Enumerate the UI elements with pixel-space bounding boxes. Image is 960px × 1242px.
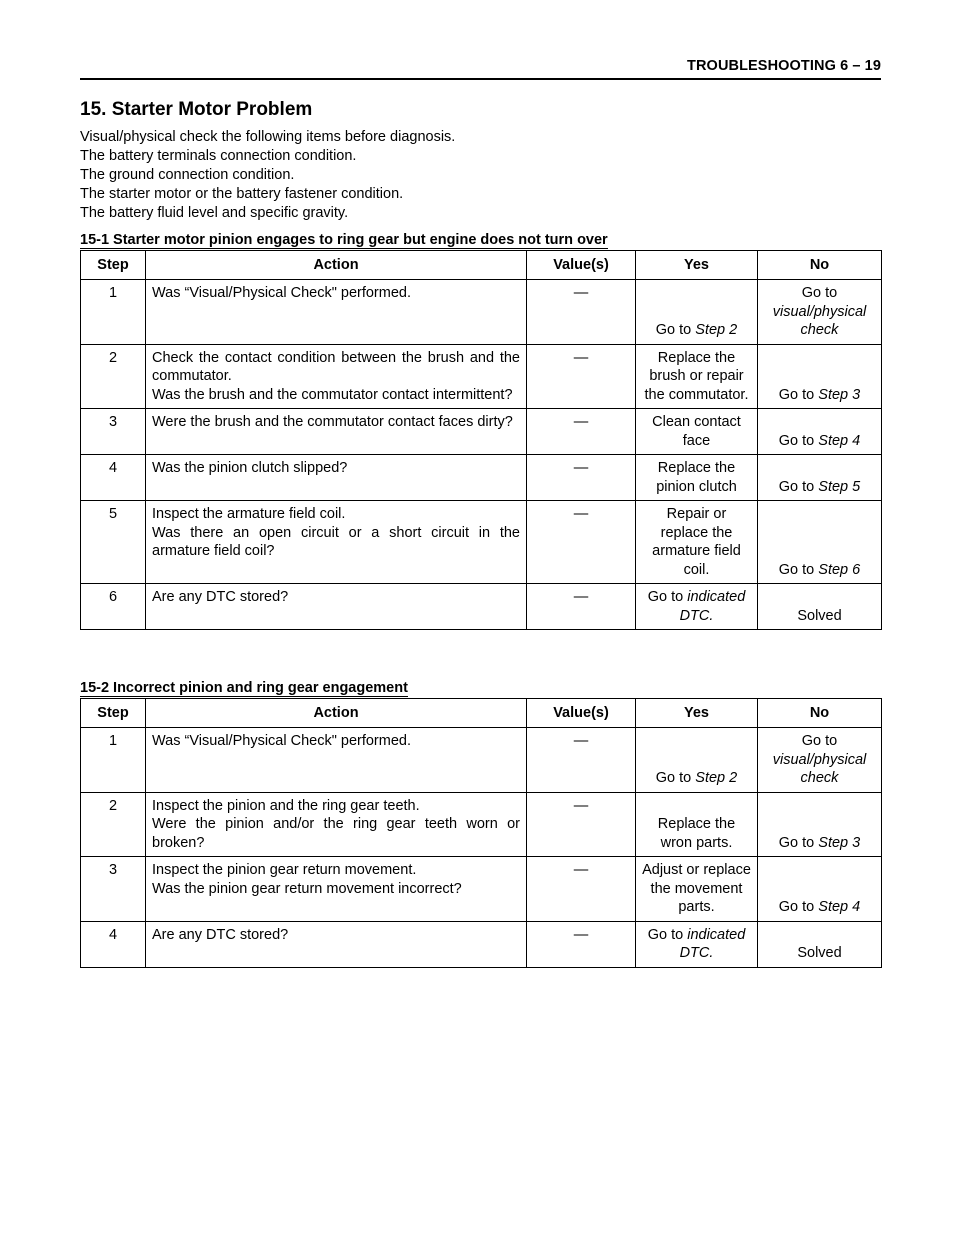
no-cell bbox=[758, 344, 882, 409]
yes-text: Go to bbox=[647, 926, 688, 943]
step-number: 5 bbox=[108, 506, 118, 522]
yes-cell bbox=[636, 455, 758, 501]
value-text: — bbox=[573, 285, 589, 301]
step-number: 6 bbox=[108, 589, 118, 605]
col-step-header: Step bbox=[81, 251, 146, 280]
col-action-header: Action bbox=[146, 699, 527, 728]
table-row bbox=[81, 409, 882, 455]
running-head: TROUBLESHOOTING 6 – 19 bbox=[687, 58, 881, 74]
action-cell bbox=[146, 857, 527, 922]
yes-cell bbox=[636, 584, 758, 630]
action-line: Are any DTC stored? bbox=[152, 926, 289, 943]
step-cell bbox=[81, 344, 146, 409]
value-cell bbox=[527, 344, 636, 409]
value-text: — bbox=[573, 733, 589, 749]
step-cell bbox=[81, 728, 146, 793]
no-cell bbox=[758, 280, 882, 345]
yes-text: Clean contact face bbox=[652, 414, 741, 449]
value-cell bbox=[527, 501, 636, 584]
value-text: — bbox=[573, 797, 589, 814]
action-cell bbox=[146, 501, 527, 584]
step-number: 3 bbox=[108, 862, 118, 878]
step-number: 4 bbox=[108, 926, 118, 943]
action-line: Check the contact condition between the brush and the commutator. bbox=[152, 349, 520, 384]
no-text: Go to bbox=[778, 899, 819, 915]
value-text: — bbox=[573, 506, 589, 522]
no-text: Go to bbox=[778, 561, 819, 578]
step-cell bbox=[81, 792, 146, 857]
step-cell bbox=[81, 280, 146, 345]
action-line: Were the pinion and/or the ring gear teeth worn or broken? bbox=[152, 816, 520, 851]
col-yes-header: Yes bbox=[636, 251, 758, 280]
col-value-header: Value(s) bbox=[527, 251, 636, 280]
no-step-ref: Step 4 bbox=[818, 899, 861, 915]
no-step-ref: visual/physical check bbox=[772, 303, 867, 338]
yes-cell bbox=[636, 280, 758, 345]
diagnosis-table-2 bbox=[80, 698, 882, 968]
step-cell bbox=[81, 501, 146, 584]
yes-step-ref: indicated DTC. bbox=[679, 589, 746, 624]
col-no-header: No bbox=[758, 251, 882, 280]
no-step-ref: Step 6 bbox=[818, 561, 861, 578]
step-number: 2 bbox=[108, 797, 118, 814]
action-cell bbox=[146, 728, 527, 793]
yes-cell bbox=[636, 409, 758, 455]
value-cell bbox=[527, 584, 636, 630]
step-cell bbox=[81, 409, 146, 455]
action-line: Was there an open circuit or a short circuit in the armature field coil? bbox=[152, 524, 520, 559]
yes-cell bbox=[636, 792, 758, 857]
no-text: Go to bbox=[778, 478, 819, 495]
value-text: — bbox=[573, 589, 589, 605]
table-header-row bbox=[81, 699, 882, 728]
step-number: 4 bbox=[108, 460, 118, 476]
section-title: 15. Starter Motor Problem bbox=[80, 99, 313, 120]
no-text: Go to bbox=[778, 432, 819, 449]
no-step-ref: Step 5 bbox=[818, 478, 861, 495]
action-cell bbox=[146, 344, 527, 409]
value-text: — bbox=[573, 460, 589, 476]
table-row bbox=[81, 728, 882, 793]
col-yes-header: Yes bbox=[636, 699, 758, 728]
yes-text: Repair or replace the armature field coil. bbox=[652, 506, 741, 578]
table-row bbox=[81, 792, 882, 857]
no-step-ref: Step 4 bbox=[818, 432, 861, 449]
value-cell bbox=[527, 728, 636, 793]
value-cell bbox=[527, 857, 636, 922]
intro-line: The ground connection condition. bbox=[80, 167, 295, 183]
value-cell bbox=[527, 921, 636, 967]
action-cell bbox=[146, 584, 527, 630]
step-number: 3 bbox=[108, 414, 118, 430]
no-text: Go to bbox=[778, 834, 819, 851]
step-number: 2 bbox=[108, 349, 118, 366]
table-row bbox=[81, 344, 882, 409]
table-row bbox=[81, 857, 882, 922]
no-step-ref: visual/physical check bbox=[772, 751, 867, 786]
table1-title: 15-1 Starter motor pinion engages to ring gear but engine does not turn over bbox=[80, 232, 608, 248]
no-cell bbox=[758, 921, 882, 967]
step-number: 1 bbox=[108, 285, 118, 301]
yes-text: Go to bbox=[655, 322, 696, 338]
action-line: Were the brush and the commutator contact faces dirty? bbox=[152, 414, 513, 430]
table-header-row bbox=[81, 251, 882, 280]
action-line: Was the pinion clutch slipped? bbox=[152, 460, 348, 476]
no-text: Go to bbox=[778, 386, 819, 403]
step-cell bbox=[81, 584, 146, 630]
table-row bbox=[81, 455, 882, 501]
value-cell bbox=[527, 280, 636, 345]
table-body bbox=[81, 280, 882, 630]
action-cell bbox=[146, 792, 527, 857]
no-text: Go to bbox=[801, 733, 838, 749]
table2-title: 15-2 Incorrect pinion and ring gear engagement bbox=[80, 680, 408, 696]
table-row bbox=[81, 921, 882, 967]
step-cell bbox=[81, 921, 146, 967]
yes-step-ref: indicated DTC. bbox=[679, 926, 746, 961]
no-text: Solved bbox=[797, 945, 842, 961]
intro-line: Visual/physical check the following items before diagnosis. bbox=[80, 129, 456, 145]
yes-text: Replace the brush or repair the commutator. bbox=[644, 349, 749, 403]
no-text: Go to bbox=[801, 285, 838, 301]
intro-line: The starter motor or the battery fastener condition. bbox=[80, 186, 404, 202]
action-line: Was the brush and the commutator contact intermittent? bbox=[152, 386, 513, 403]
no-step-ref: Step 3 bbox=[818, 386, 861, 403]
action-line: Inspect the pinion gear return movement. bbox=[152, 862, 417, 878]
value-cell bbox=[527, 792, 636, 857]
no-cell bbox=[758, 584, 882, 630]
yes-cell bbox=[636, 921, 758, 967]
col-value-header: Value(s) bbox=[527, 699, 636, 728]
value-cell bbox=[527, 455, 636, 501]
value-text: — bbox=[573, 349, 589, 366]
yes-text: Go to bbox=[655, 770, 696, 786]
yes-text: Go to bbox=[647, 589, 688, 605]
step-cell bbox=[81, 455, 146, 501]
step-number: 1 bbox=[108, 733, 118, 749]
no-cell bbox=[758, 792, 882, 857]
no-step-ref: Step 3 bbox=[818, 834, 861, 851]
value-text: — bbox=[573, 414, 589, 430]
value-text: — bbox=[573, 926, 589, 943]
col-action-header: Action bbox=[146, 251, 527, 280]
intro-text bbox=[80, 128, 455, 223]
no-cell bbox=[758, 728, 882, 793]
yes-step-ref: Step 2 bbox=[695, 770, 738, 786]
action-line: Was “Visual/Physical Check" performed. bbox=[152, 733, 411, 749]
diagnosis-table-1 bbox=[80, 250, 882, 630]
value-cell bbox=[527, 409, 636, 455]
no-cell bbox=[758, 857, 882, 922]
action-line: Are any DTC stored? bbox=[152, 589, 289, 605]
table-row bbox=[81, 584, 882, 630]
no-cell bbox=[758, 455, 882, 501]
action-line: Was “Visual/Physical Check" performed. bbox=[152, 285, 411, 301]
action-cell bbox=[146, 921, 527, 967]
no-text: Solved bbox=[797, 607, 842, 624]
yes-text: Replace the wron parts. bbox=[657, 816, 736, 851]
step-cell bbox=[81, 857, 146, 922]
action-line: Was the pinion gear return movement incorrect? bbox=[152, 880, 462, 897]
yes-text: Adjust or replace the movement parts. bbox=[642, 862, 751, 915]
intro-line: The battery fluid level and specific gravity. bbox=[80, 205, 349, 221]
no-cell bbox=[758, 501, 882, 584]
yes-cell bbox=[636, 501, 758, 584]
action-line: Inspect the armature field coil. bbox=[152, 506, 346, 522]
yes-cell bbox=[636, 344, 758, 409]
action-cell bbox=[146, 455, 527, 501]
yes-text: Replace the pinion clutch bbox=[656, 460, 737, 495]
table-body bbox=[81, 728, 882, 968]
action-line: Inspect the pinion and the ring gear teeth. bbox=[152, 797, 420, 814]
no-cell bbox=[758, 409, 882, 455]
table-row bbox=[81, 501, 882, 584]
table-row bbox=[81, 280, 882, 345]
value-text: — bbox=[573, 862, 589, 878]
yes-cell bbox=[636, 857, 758, 922]
col-step-header: Step bbox=[81, 699, 146, 728]
yes-step-ref: Step 2 bbox=[695, 322, 738, 338]
action-cell bbox=[146, 409, 527, 455]
col-no-header: No bbox=[758, 699, 882, 728]
yes-cell bbox=[636, 728, 758, 793]
action-cell bbox=[146, 280, 527, 345]
intro-line: The battery terminals connection condition. bbox=[80, 148, 357, 164]
header-rule bbox=[80, 78, 881, 80]
